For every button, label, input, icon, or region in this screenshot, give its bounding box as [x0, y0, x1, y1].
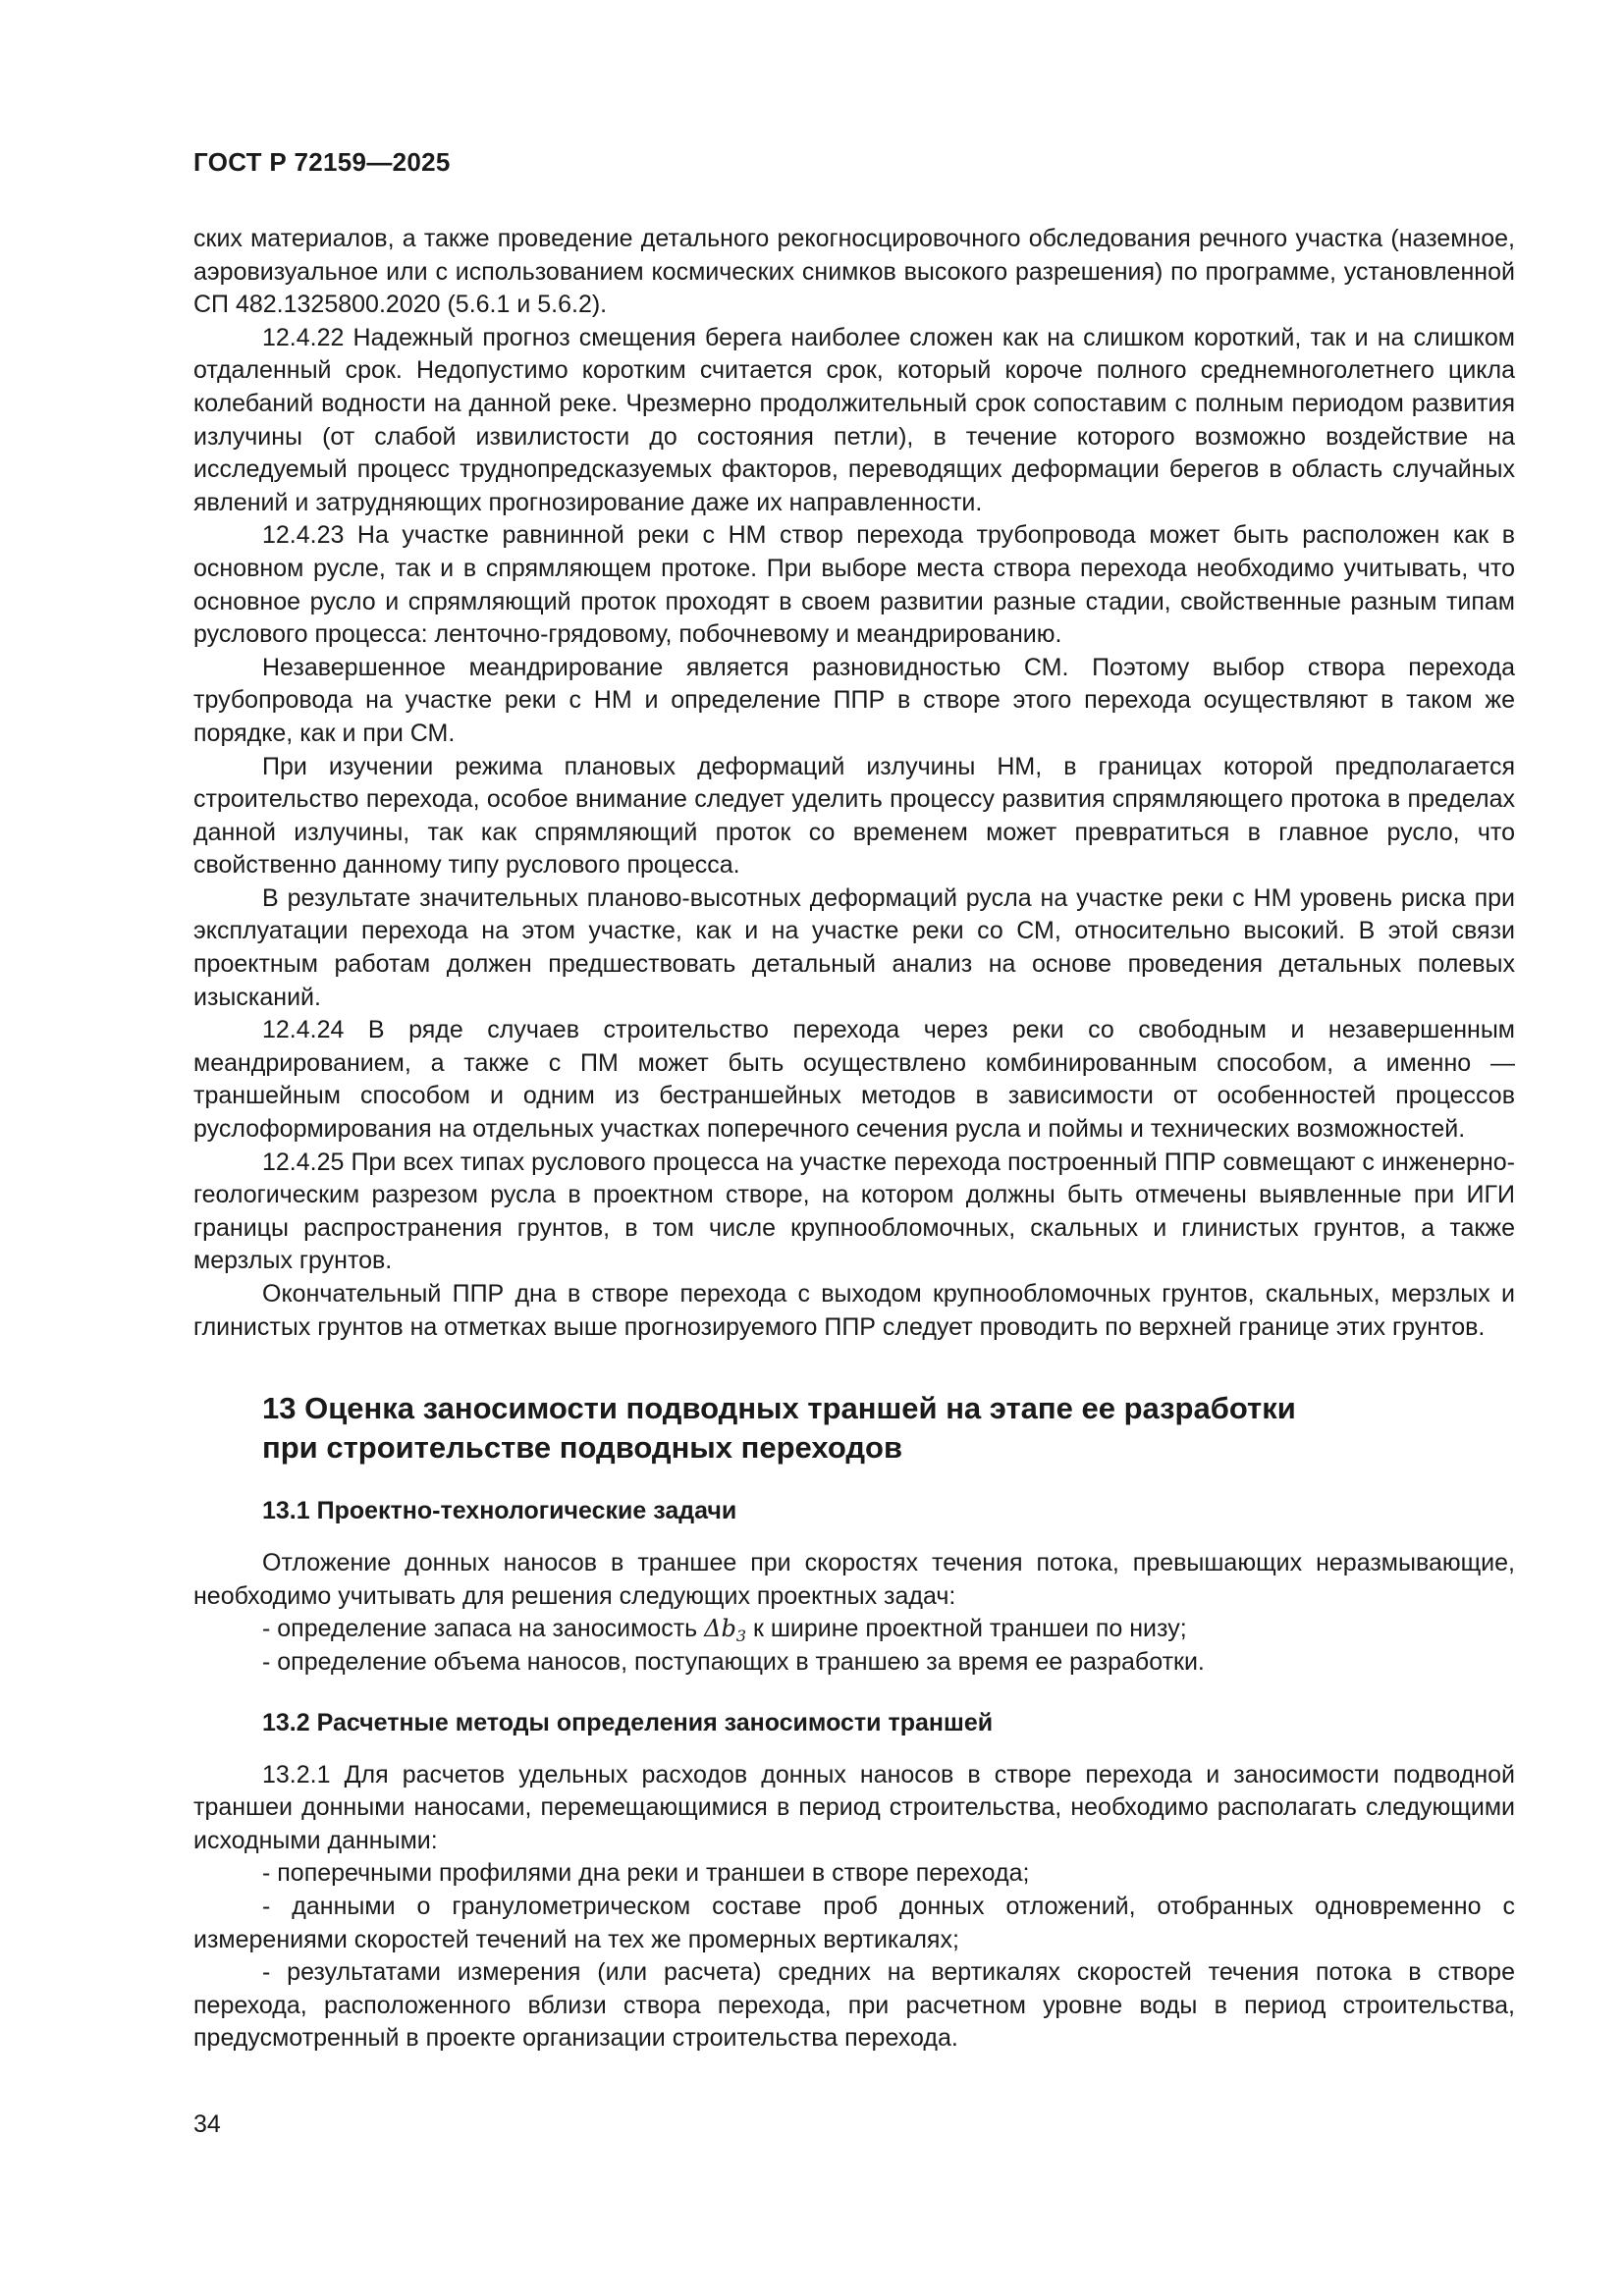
list-item: - результатами измерения (или расчета) средних на вертикалях скоростей течения потока в створе перехода, расположенного вблизи створа перехода, при расчетном уровне воды в период строительства, предусмотренный в проекте организации строительства перехода.	[193, 1958, 1515, 2053]
standard-designation: ГОСТ Р 72159—2025	[193, 147, 451, 177]
allowance-symbol	[704, 1615, 747, 1646]
list-item	[193, 1613, 1515, 1646]
paragraph: 13.2.1 Для расчетов удельных расходов донных наносов в створе перехода и заносимости подводной траншеи донными наносами, перемещающимися в период строительства, необходимо располагать следующими исходными данными:	[193, 1760, 1515, 1854]
paragraph: ских материалов, а также проведение детального рекогносцировочного обследования речного участка (наземное, аэровизуальное или с использованием космических снимков высокого разрешения) по программе, установленной СП 482.1325800.2020 (5.6.1 и 5.6.2).	[193, 225, 1515, 319]
paragraph: При изучении режима плановых деформаций излучины НМ, в границах которой предполагается строительство перехода, особое внимание следует уделить процессу развития спрямляющего протока в пределах данной излучины, так как спрямляющий проток со временем может превратиться в главное русло, что свойственно данному типу руслового процесса.	[193, 752, 1515, 880]
list-item-text: к ширине проектной траншеи по низу;	[746, 1615, 1187, 1643]
paragraph: Отложение донных наносов в траншее при скоростях течения потока, превышающих неразмывающие, необходимо учитывать для решения следующих проектных задач:	[193, 1549, 1515, 1610]
paragraph: Незавершенное меандрирование является разновидностью СМ. Поэтому выбор створа перехода трубопровода на участке реки с НМ и определение ППР в створе этого перехода осуществляют в таком же порядке, как и при СМ.	[193, 653, 1515, 747]
subsection-13-1-heading: 13.1 Проектно-технологические задачи	[262, 1497, 737, 1525]
subsection-13-2-heading: 13.2 Расчетные методы определения заносимости траншей	[262, 1708, 994, 1736]
paragraph: 12.4.23 На участке равнинной реки с НМ створ перехода трубопровода может быть расположен как в основном русле, так и в спрямляющем протоке. При выборе места створа перехода необходимо учитывать, что основное русло и спрямляющий проток проходят в своем развитии разные стадии, свойственные разным типам руслового процесса: ленточно-грядовому, побочневому и меандрированию.	[193, 521, 1515, 649]
allowance-symbol-base: Δb	[704, 1615, 736, 1643]
paragraph: В результате значительных планово-высотных деформаций русла на участке реки с НМ уровень риска при эксплуатации перехода на этом участке, как и на участке реки со СМ, относительно высокий. В этой связи проектным работам должен предшествовать детальный анализ на основе проведения детальных полевых изысканий.	[193, 883, 1515, 1011]
section-13-heading-line-2: при строительстве подводных переходов	[262, 1430, 903, 1466]
list-item: - поперечными профилями дна реки и траншеи в створе перехода;	[262, 1859, 1030, 1888]
list-item: - определение объема наносов, поступающих в траншею за время ее разработки.	[262, 1647, 1205, 1676]
paragraph: 12.4.24 В ряде случаев строительство перехода через реки со свободным и незавершенным меандрированием, а также с ПМ может быть осуществлено комбинированным способом, а именно — траншейным способом и одним из бестраншейных методов в зависимости от особенностей процессов руслоформирования на отдельных участках поперечного сечения русла и поймы и технических возможностей.	[193, 1016, 1515, 1144]
paragraph: Окончательный ППР дна в створе перехода с выходом крупнообломочных грунтов, скальных, мерзлых и глинистых грунтов на отметках выше прогнозируемого ППР следует проводить по верхней границе этих грунтов.	[193, 1280, 1515, 1341]
section-13-heading	[262, 1389, 1515, 1468]
list-item: - данными о гранулометрическом составе проб донных отложений, отобранных одновременно с измерениями скоростей течений на тех же промерных вертикалях;	[193, 1892, 1515, 1953]
page-body	[193, 223, 1515, 2056]
paragraph: 12.4.22 Надежный прогноз смещения берега наиболее сложен как на слишком короткий, так и на слишком отдаленный срок. Недопустимо коротким считается срок, который короче полного среднемноголетнего цикла колебаний водности на данной реке. Чрезмерно продолжительный срок сопоставим с полным периодом развития излучины (от слабой извилистости до состояния петли), в течение которого возможно воздействие на исследуемый процесс труднопредсказуемых факторов, переводящих деформации берегов в область случайных явлений и затрудняющих прогнозирование даже их направленности.	[193, 323, 1515, 516]
paragraph: 12.4.25 При всех типах руслового процесса на участке перехода построенный ППР совмещают с инженерно-геологическим разрезом русла в проектном створе, на котором должны быть отмечены выявленные при ИГИ границы распространения грунтов, в том числе крупнообломочных, скальных и глинистых грунтов, а также мерзлых грунтов.	[193, 1148, 1515, 1275]
allowance-symbol-subscript: 3	[735, 1627, 747, 1646]
section-13-heading-line-1: 13 Оценка заносимости подводных траншей на этапе ее разработки	[262, 1391, 1296, 1426]
list-item-text: - определение запаса на заносимость	[262, 1615, 705, 1643]
page-number: 34	[193, 2110, 221, 2138]
